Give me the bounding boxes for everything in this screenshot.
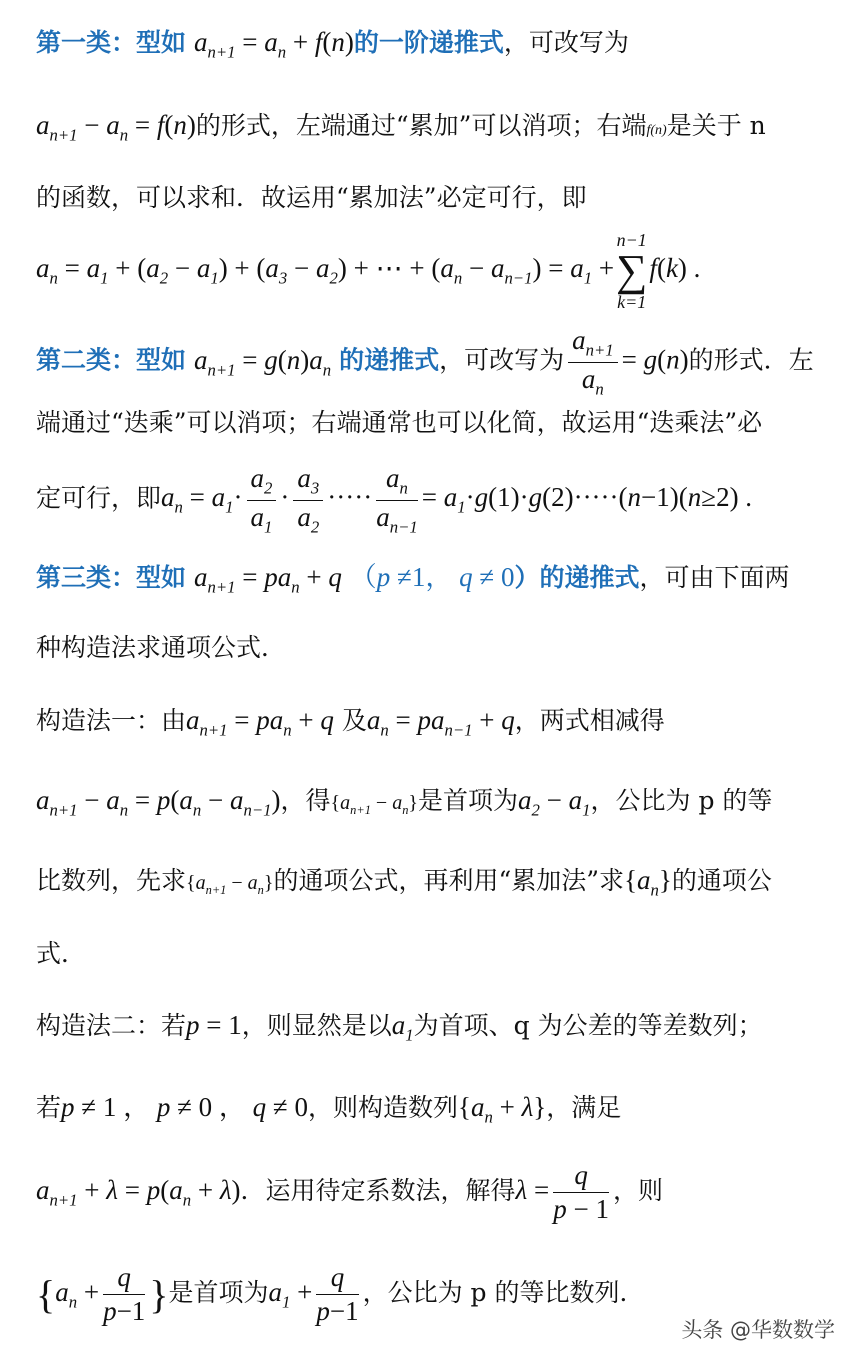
- line-10: [36, 700, 841, 751]
- text: 定可行，即: [36, 483, 162, 513]
- line-8: [36, 557, 841, 608]
- text: 的通项公: [671, 866, 772, 895]
- line-5: [36, 324, 841, 400]
- line-2: [36, 105, 841, 156]
- formula-recurrence-2: $a_{n+1} = g(n)a_n$: [193, 344, 332, 380]
- formula-product: $a_n = a_1\cdot$ $\frac{a_2}{a_1}$ · $\frac{a_3}{a_2}$ ····· $\frac{a_n}{a_{n-1}}$ = $a_1\cdot g(1)\cdot g(2)\cdot\cdot\cdot\cdot\cdot(n-1)(n\ge 2)$ .: [161, 463, 753, 537]
- formula-fn-small: f(n): [646, 123, 667, 138]
- formula-final-first: $a_1$ + $\frac{q}{p-1}$: [268, 1261, 359, 1327]
- formula-m1-a: $a_{n+1} = pa_n + q$: [186, 705, 334, 740]
- text: 比数列，先求: [36, 866, 187, 895]
- formula-a1: $a_1$: [391, 1010, 414, 1045]
- text: 的通项公式，再利用“累加法”求: [273, 866, 625, 895]
- line-14: [36, 1005, 841, 1056]
- class2-rec-label: 的递推式: [339, 345, 440, 375]
- text: ，得: [280, 786, 331, 815]
- formula-condition: （p ≠1， q ≠ 0: [349, 562, 515, 592]
- formula-final-seq: {$a_n$ + $\frac{q}{p-1}$ }: [36, 1261, 169, 1327]
- text: ，可改写为: [439, 345, 565, 375]
- class2-heading: 第二类：型如: [36, 345, 187, 375]
- text: 式．: [36, 939, 87, 968]
- formula-m1-diff: $a_{n+1} - a_n = p(a_n - a_{n-1})$: [36, 785, 281, 820]
- text: 端通过“迭乘”可以消项；右端通常也可以化简，故运用“迭乘法”必: [36, 408, 763, 437]
- formula-lambda-rec: $a_{n+1} + \lambda = p(a_n + \lambda)$: [36, 1175, 241, 1210]
- formula-sum: $a_n = a_1 + (a_2 - a_1) + (a_3 - a_2)$ + ⋯ + $(a_n - a_{n-1}) = a_1 +n-1$ ∑ k=1f(k) .: [36, 229, 701, 312]
- line-3: [36, 178, 841, 218]
- text: ，则构造数列: [308, 1093, 459, 1122]
- text: ，可由下面两: [639, 563, 790, 592]
- line-11: [36, 780, 841, 831]
- text: ，可改写为: [503, 28, 629, 57]
- formula-m1-first: $a_2 - a_1$: [518, 785, 591, 820]
- formula-lambda: λ = $\frac{q}{p - 1}$: [515, 1159, 609, 1225]
- text: ，公比为 p 的等比数列．: [362, 1278, 645, 1307]
- formula-ratio: $\frac{a_{n+1}}{a_n}$: [568, 324, 618, 400]
- formula-p-eq-1: p = 1: [186, 1010, 242, 1040]
- line-16: [36, 1158, 841, 1233]
- line-6: [36, 403, 841, 443]
- formula-recurrence-1: $a_{n+1} = a_n + f(n)$: [193, 27, 354, 62]
- formula-m1-an: $\{a_n\}$: [624, 865, 672, 900]
- formula-m1-seq2: $\{a_{n+1} - a_n\}$: [186, 872, 274, 897]
- text: 的函数，可以求和．故运用“累加法”必定可行，即: [36, 183, 587, 212]
- class3-rec-label: ）的递推式: [514, 563, 640, 592]
- text: ，则显然是以: [241, 1011, 392, 1040]
- formula-m1-seq: $\{a_{n+1} - a_n\}$: [330, 792, 418, 817]
- text: 的形式．左: [688, 345, 814, 375]
- formula-seq-lambda: $\{a_n + \lambda\}$: [458, 1092, 547, 1127]
- watermark: 头条 @华数数学: [681, 1318, 835, 1342]
- text: ，两式相减得: [514, 706, 665, 735]
- text: 及: [341, 706, 367, 735]
- line-9: [36, 628, 841, 668]
- formula-conditions: p ≠ 1 ， p ≠ 0 ， q ≠ 0: [61, 1092, 308, 1122]
- text: 构造法二：若: [36, 1011, 187, 1040]
- class1-rec-label: 的一阶递推式: [353, 28, 504, 57]
- class3-heading: 第三类：型如: [36, 563, 187, 592]
- text: ，公比为 p 的等: [590, 786, 773, 815]
- line-15: [36, 1087, 841, 1138]
- formula-difference: $a_{n+1} - a_n = f(n)$: [36, 110, 196, 145]
- text: ，则: [612, 1176, 663, 1205]
- text: 的形式，左端通过“累加”可以消项；右端: [195, 111, 647, 140]
- text: 若: [36, 1093, 62, 1122]
- line-7: [36, 462, 841, 541]
- line-1: [36, 22, 841, 73]
- text: ，满足: [546, 1093, 622, 1122]
- line-4: [36, 228, 841, 319]
- text: 是关于 n: [666, 111, 766, 140]
- formula-recurrence-3: $a_{n+1} = pa_n + q$: [193, 562, 342, 597]
- text: 是首项为: [168, 1278, 269, 1307]
- text: 是首项为: [418, 786, 519, 815]
- formula-m1-b: $a_n = pa_{n-1} + q$: [366, 705, 515, 740]
- line-12: [36, 860, 841, 911]
- text: ．运用待定系数法，解得: [240, 1176, 516, 1205]
- line-13: [36, 934, 841, 974]
- class1-heading: 第一类：型如: [36, 28, 187, 57]
- text: 为首项、q 为公差的等差数列；: [413, 1011, 763, 1040]
- text: 构造法一：由: [36, 706, 187, 735]
- formula-gn: = g(n): [621, 344, 689, 375]
- text: 种构造法求通项公式．: [36, 633, 287, 662]
